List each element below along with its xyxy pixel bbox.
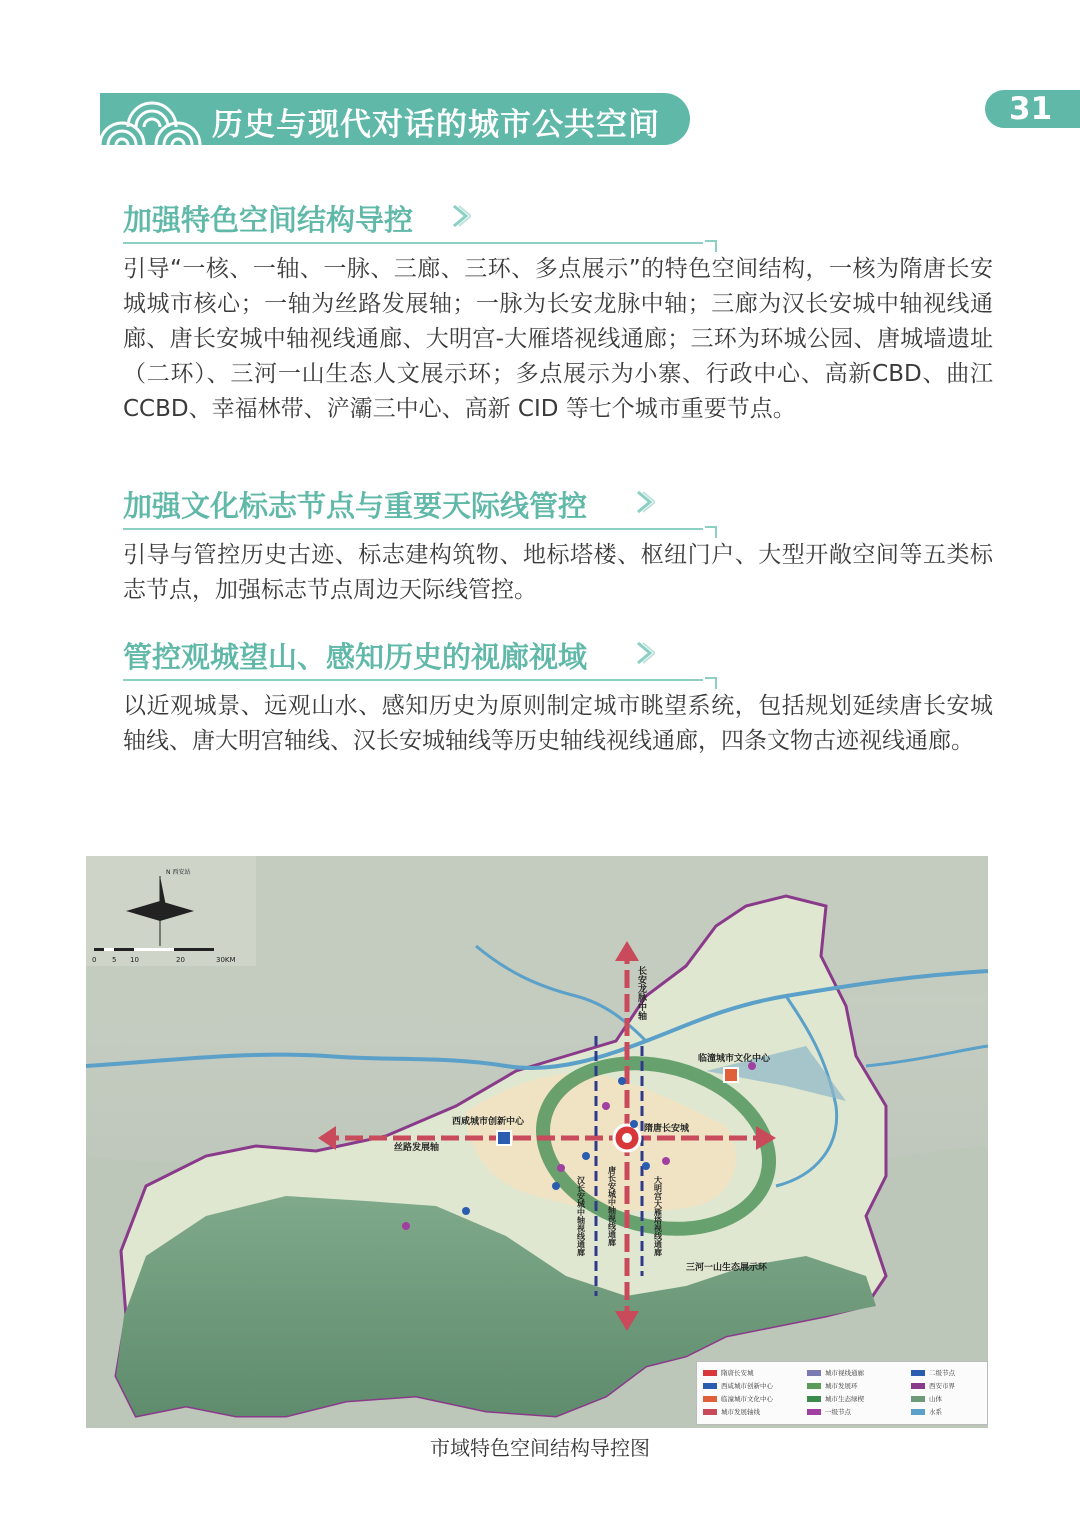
page-number-tab — [985, 90, 1080, 128]
lintong-center-marker — [724, 1068, 738, 1082]
heading-corner-mark — [705, 240, 717, 252]
scale-label-20: 20 — [176, 956, 185, 964]
west-center-marker — [497, 1131, 511, 1145]
scale-label-10: 10 — [130, 956, 139, 964]
legend-item: 隋唐长安城 — [703, 1368, 754, 1377]
legend-swatch — [911, 1409, 925, 1415]
map-caption: 市域特色空间结构导控图 — [430, 1436, 650, 1460]
section-heading-text: 管控观城望山、感知历史的视廊视域 — [123, 640, 588, 674]
section-heading — [123, 484, 703, 530]
legend-swatch — [911, 1383, 925, 1389]
section-heading-text: 加强文化标志节点与重要天际线管控 — [123, 489, 588, 523]
wave-pattern-icon — [100, 93, 212, 145]
scale-bar — [94, 948, 214, 951]
label-daming-axis: 大明宫大雁塔视线通廊 — [653, 1176, 663, 1256]
section-heading-text: 加强特色空间结构导控 — [123, 203, 414, 237]
label-dragon-axis: 长安龙脉中轴 — [636, 966, 646, 1020]
legend-item: 临潼城市文化中心 — [703, 1394, 773, 1403]
label-ring: 三河一山生态展示环 — [686, 1263, 768, 1273]
legend-item: 一级节点 — [807, 1407, 851, 1416]
legend-swatch — [703, 1409, 717, 1415]
legend-swatch — [807, 1370, 821, 1376]
legend-item: 城市视线通廊 — [807, 1368, 864, 1377]
heading-corner-mark — [705, 677, 717, 689]
legend-item: 西咸城市创新中心 — [703, 1381, 773, 1390]
section-landmark-nodes — [123, 484, 993, 608]
label-silk-axis: 丝路发展轴 — [394, 1143, 440, 1153]
legend-item: 城市发展环 — [807, 1381, 858, 1390]
section-spatial-structure — [123, 198, 993, 427]
legend-item: 水系 — [911, 1407, 942, 1416]
chevron-right-icon — [635, 490, 655, 514]
compass-label: N 西安站 — [166, 869, 191, 876]
heading-corner-mark — [705, 526, 717, 538]
legend-swatch — [911, 1396, 925, 1402]
legend-swatch — [703, 1370, 717, 1376]
header-banner — [100, 93, 690, 145]
section-heading — [123, 635, 703, 681]
label-han-axis: 汉长安城中轴视线通廊 — [576, 1176, 586, 1256]
legend-item: 城市发展轴线 — [703, 1407, 760, 1416]
label-east-center: 临潼城市文化中心 — [698, 1054, 771, 1064]
legend-item: 二级节点 — [911, 1368, 955, 1377]
legend-item: 城市生态绿楔 — [807, 1394, 864, 1403]
page-number: 31 — [1009, 91, 1053, 127]
scale-label-5: 5 — [112, 956, 117, 964]
section-body: 引导“一核、一轴、一脉、三廊、三环、多点展示”的特色空间结构，一核为隋唐长安城城市核心；一轴为丝路发展轴；一脉为长安龙脉中轴；三廊为汉长安城中轴视线通廊、唐长安城中轴视线通廊、大明宫-大雁塔视线通廊；三环为环城公园、唐城墙遗址（二环）、三河一山生态人文展示环；多点展示为小寨、行政中心、高新CBD、曲江CCBD、幸福林带、浐灞三中心、高新 CID 等七个城市重要节点。 — [123, 256, 993, 422]
section-heading — [123, 198, 703, 244]
legend-swatch — [807, 1409, 821, 1415]
map-legend — [696, 1361, 988, 1425]
map-illustration — [86, 856, 988, 1428]
legend-item: 西安市界 — [911, 1381, 955, 1390]
scale-label-30: 30KM — [216, 956, 236, 964]
section-body: 引导与管控历史古迹、标志建构筑物、地标塔楼、枢纽门户、大型开敞空间等五类标志节点，加强标志节点周边天际线管控。 — [123, 542, 993, 603]
label-west-center: 西咸城市创新中心 — [452, 1117, 525, 1127]
legend-swatch — [703, 1396, 717, 1402]
chevron-right-icon — [635, 641, 655, 665]
label-tang-axis: 唐长安城中轴视线通廊 — [607, 1166, 617, 1246]
section-view-corridors — [123, 635, 993, 759]
label-core: 隋唐长安城 — [644, 1124, 690, 1134]
spatial-structure-map — [86, 856, 988, 1428]
legend-swatch — [703, 1383, 717, 1389]
core-marker-inner — [622, 1133, 632, 1143]
section-body: 以近观城景、远观山水、感知历史为原则制定城市眺望系统，包括规划延续唐长安城轴线、唐大明宫轴线、汉长安城轴线等历史轴线视线通廊，四条文物古迹视线通廊。 — [123, 693, 993, 754]
legend-item: 山体 — [911, 1394, 942, 1403]
chevron-right-icon — [451, 204, 471, 228]
legend-swatch — [807, 1396, 821, 1402]
scale-label-0: 0 — [92, 956, 97, 964]
header-title: 历史与现代对话的城市公共空间 — [212, 107, 660, 143]
legend-swatch — [807, 1383, 821, 1389]
legend-swatch — [911, 1370, 925, 1376]
